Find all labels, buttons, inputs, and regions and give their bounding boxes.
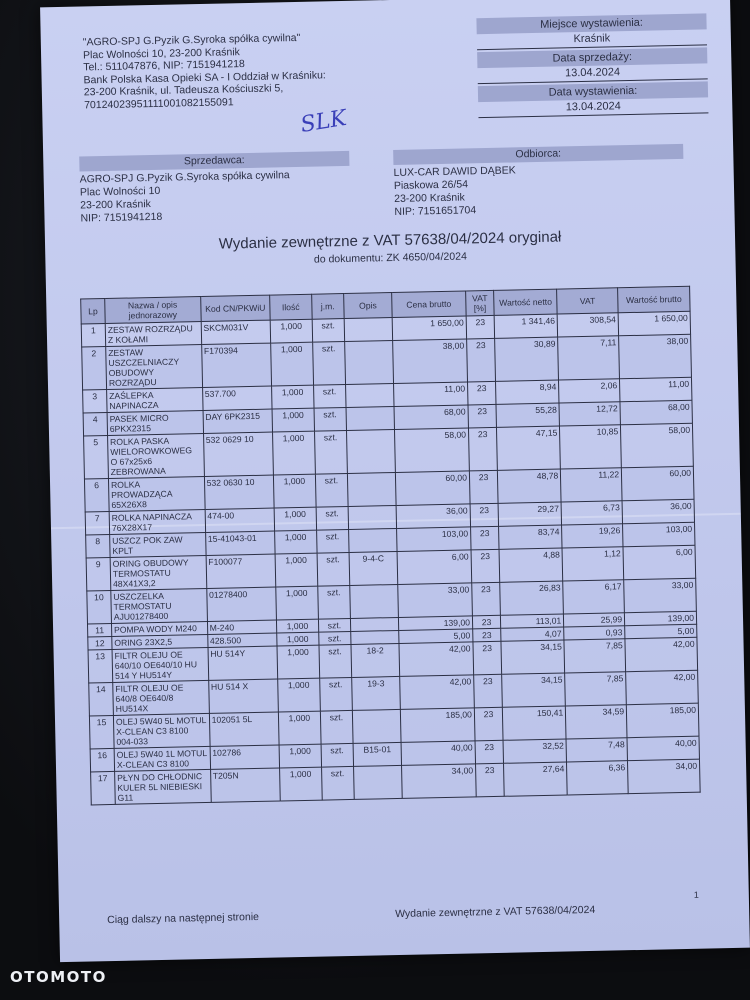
table-cell: 1,000 <box>277 619 319 633</box>
table-cell: 23 <box>474 674 503 708</box>
table-cell <box>346 384 394 408</box>
table-cell: 23 <box>475 763 504 797</box>
table-cell: 68,00 <box>394 405 468 430</box>
table-cell: 9-4-C <box>349 551 398 585</box>
document-title: Wydanie zewnętrzne z VAT 57638/04/2024 oryginał <box>218 228 562 253</box>
table-cell: 34,15 <box>501 640 565 674</box>
table-cell: 23 <box>468 427 497 471</box>
table-cell: 537.700 <box>202 386 272 410</box>
table-cell: 185,00 <box>626 703 699 737</box>
table-cell: 30,89 <box>495 337 559 381</box>
table-cell: 10,85 <box>560 425 622 469</box>
column-header: Cena brutto <box>392 291 466 318</box>
table-cell: 29,27 <box>498 502 562 526</box>
table-cell: szt. <box>314 408 347 432</box>
table-cell: 18-2 <box>351 643 400 677</box>
table-cell: 1,000 <box>274 474 316 508</box>
table-cell: ROLKA PASKA WIELOROWKOWEG O 67x25x6 ZEBROWANA <box>107 434 204 479</box>
table-cell: 8 <box>86 534 110 557</box>
footer-doc-ref: Wydanie zewnętrzne z VAT 57638/04/2024 <box>395 903 596 921</box>
column-header: VAT [%] <box>466 290 495 316</box>
handwritten-mark: SLK <box>298 105 349 138</box>
otomoto-watermark: OTOMOTO <box>10 968 107 986</box>
column-header: Opis <box>344 293 392 319</box>
buyer-line: NIP: 7151651704 <box>394 204 477 218</box>
table-cell: 102786 <box>210 745 280 769</box>
table-cell: 1,000 <box>274 507 316 531</box>
page-number: 1 <box>693 889 699 900</box>
column-header: Ilość <box>270 294 312 320</box>
table-cell: DAY 6PK2315 <box>203 409 273 433</box>
buyer-line: LUX-CAR DAWID DĄBEK <box>393 164 516 179</box>
table-cell: 23 <box>472 615 501 629</box>
table-cell: 40,00 <box>401 741 475 766</box>
seller-block <box>79 151 350 226</box>
table-cell: FILTR OLEJU OE 640/8 OE640/8 HU514X <box>113 680 209 715</box>
table-cell: HU 514Y <box>208 646 278 680</box>
table-cell: 4,88 <box>499 548 563 582</box>
table-cell: 5,00 <box>399 629 473 644</box>
seller-header-line: 70124023951111001082155091 <box>84 95 234 111</box>
table-cell: 1,000 <box>278 678 320 712</box>
items-table <box>80 286 700 806</box>
table-cell: OLEJ 5W40 1L MOTUL X-CLEAN C3 8100 <box>114 746 210 771</box>
table-cell: 139,00 <box>398 616 472 631</box>
table-cell: 1,000 <box>275 530 317 554</box>
table-cell: T205N <box>210 768 280 802</box>
table-cell: 34,15 <box>502 673 566 707</box>
table-cell: 6,36 <box>567 761 629 795</box>
table-cell: 55,28 <box>496 403 560 427</box>
table-cell: 8,94 <box>496 380 560 404</box>
table-cell: 1,12 <box>562 547 624 581</box>
document-subtitle: do dokumentu: ZK 4650/04/2024 <box>313 250 467 266</box>
table-cell: 26,83 <box>500 581 564 615</box>
table-cell: 60,00 <box>395 471 470 506</box>
table-cell <box>345 341 394 385</box>
table-cell: szt. <box>319 677 352 711</box>
table-cell: 1 <box>81 324 105 347</box>
table-cell: 47,15 <box>497 426 561 470</box>
table-cell: 532 0630 10 <box>204 475 274 509</box>
table-cell: szt. <box>320 710 353 744</box>
table-cell: 13 <box>88 649 113 682</box>
table-cell: 185,00 <box>400 708 475 743</box>
table-cell: 102051 5L <box>209 712 279 746</box>
column-header: VAT <box>557 288 618 314</box>
table-cell: 16 <box>90 748 114 771</box>
table-cell: 23 <box>474 707 503 741</box>
table-cell: szt. <box>319 644 352 678</box>
table-cell: 2 <box>82 347 107 390</box>
table-cell: 5 <box>84 436 109 479</box>
table-cell: 1,000 <box>275 553 317 587</box>
table-cell: 3 <box>83 390 107 413</box>
issue-date-label: Data wystawienia: <box>478 81 708 102</box>
table-cell: F170394 <box>201 343 271 387</box>
table-cell: 33,00 <box>398 583 473 618</box>
place-value: Kraśnik <box>477 29 707 50</box>
table-cell: 38,00 <box>393 339 468 384</box>
table-cell: 5,00 <box>625 624 697 639</box>
table-cell: OLEJ 5W40 5L MOTUL X-CLEAN C3 8100 004-033 <box>113 713 209 748</box>
column-header: Wartość netto <box>494 289 558 315</box>
table-cell: 1,000 <box>277 645 319 679</box>
table-cell: 532 0629 10 <box>203 432 273 476</box>
table-cell: 17 <box>91 771 116 804</box>
table-cell: ZESTAW ROZRZĄDU Z KOŁAMI <box>105 322 201 347</box>
table-cell: 2,06 <box>559 379 620 403</box>
place-label: Miejsce wystawienia: <box>476 13 706 34</box>
table-cell: 12 <box>88 636 112 649</box>
seller-line: 23-200 Kraśnik <box>80 198 151 212</box>
table-cell <box>349 528 397 552</box>
table-cell: 15 <box>89 715 114 748</box>
table-cell: szt. <box>317 552 350 586</box>
table-cell: 42,00 <box>400 675 475 710</box>
table-cell: 150,41 <box>503 706 567 740</box>
invoice-paper <box>40 0 750 962</box>
table-cell: 10 <box>87 590 112 623</box>
table-cell: 103,00 <box>623 522 695 546</box>
seller-line: NIP: 7151941218 <box>80 210 163 225</box>
table-cell <box>354 765 403 799</box>
table-cell: 7,11 <box>558 336 620 380</box>
table-cell: 36,00 <box>622 499 694 523</box>
table-cell: szt. <box>314 431 348 475</box>
table-cell <box>348 472 397 506</box>
continued-note: Ciąg dalszy na następnej stronie <box>107 910 260 927</box>
table-cell: F100077 <box>206 554 276 588</box>
table-cell: 83,74 <box>499 525 563 549</box>
table-cell: 23 <box>471 549 500 583</box>
buyer-label: Odbiorca: <box>393 144 683 165</box>
table-cell <box>351 630 399 644</box>
seller-header-line: Bank Polska Kasa Opieki SA - I Oddział w Kraśniku: <box>83 68 326 86</box>
table-cell: 6,17 <box>563 580 625 614</box>
table-cell: 1,000 <box>276 586 318 620</box>
table-cell: szt. <box>318 618 351 632</box>
seller-header-block <box>83 30 405 112</box>
table-cell: ZAŚLEPKA NAPINACZA <box>107 388 203 413</box>
table-cell: 1,000 <box>273 431 315 475</box>
table-cell: 19-3 <box>352 676 401 710</box>
seller-header-line: Plac Wolności 10, 23-200 Kraśnik <box>82 45 240 61</box>
table-cell: 7 <box>85 511 109 534</box>
table-cell: ROLKA PROWADZĄCA 65X26X8 <box>108 476 204 511</box>
table-cell: 11,00 <box>620 377 692 401</box>
buyer-line: 23-200 Kraśnik <box>394 191 465 205</box>
table-cell: 1,000 <box>279 711 321 745</box>
table-cell: PŁYN DO CHŁODNIC KULER 5L NIEBIESKI G11 <box>115 769 211 804</box>
table-cell: 4 <box>83 413 107 436</box>
table-cell: 23 <box>469 470 498 504</box>
seller-header-line: "AGRO-SPJ G.Pyzik G.Syroka spółka cywilna" <box>82 31 301 49</box>
column-header: Lp <box>81 299 105 324</box>
table-cell: 1,000 <box>270 319 312 343</box>
seller-header-line: Tel.: 511047876, NIP: 7151941218 <box>83 58 245 74</box>
seller-label: Sprzedawca: <box>79 151 349 172</box>
table-cell: 34,59 <box>566 705 628 739</box>
table-cell <box>351 617 399 631</box>
table-cell: 474-00 <box>205 508 275 532</box>
table-cell: 42,00 <box>625 637 698 671</box>
seller-header-line: 23-200 Kraśnik, ul. Tadeusza Kościuszki 5, <box>83 82 284 99</box>
table-cell: 23 <box>473 628 502 642</box>
table-cell: 1,000 <box>271 342 313 386</box>
table-cell <box>344 318 392 342</box>
table-cell: PASEK MICRO 6PKX2315 <box>107 411 203 436</box>
table-cell <box>353 709 402 743</box>
table-cell: B15-01 <box>353 742 401 766</box>
table-cell: 60,00 <box>621 466 694 500</box>
table-cell <box>347 430 396 474</box>
table-cell: 139,00 <box>625 611 697 626</box>
table-cell: USZCZ POK ZAW KPLT <box>110 532 206 557</box>
table-cell: szt. <box>312 319 345 343</box>
table-cell: 23 <box>472 582 501 616</box>
table-cell: 58,00 <box>394 428 469 473</box>
table-cell: szt. <box>316 529 349 553</box>
sale-date-label: Data sprzedaży: <box>477 47 707 68</box>
table-cell: szt. <box>318 631 351 645</box>
table-cell: 23 <box>473 641 502 675</box>
table-cell: 7,48 <box>566 738 627 762</box>
table-cell: 34,00 <box>402 764 477 799</box>
table-cell: 1,000 <box>272 385 314 409</box>
table-cell: 23 <box>466 315 495 339</box>
table-cell: 11,22 <box>561 468 623 502</box>
table-cell: 1 650,00 <box>392 316 466 341</box>
table-cell: 14 <box>89 682 114 715</box>
table-cell: 48,78 <box>498 469 562 503</box>
table-cell: 27,64 <box>504 762 568 796</box>
meta-box <box>476 13 708 118</box>
table-cell: 23 <box>467 381 496 405</box>
table-cell: 01278400 <box>206 587 276 621</box>
table-cell: 42,00 <box>399 642 474 677</box>
table-cell: 15-41043-01 <box>205 531 275 555</box>
table-cell: 0,93 <box>564 626 625 640</box>
table-cell: szt. <box>316 506 349 530</box>
table-cell: 113,01 <box>501 614 564 628</box>
column-header: Kod CN/PKWiU <box>200 295 270 321</box>
table-cell: 6,73 <box>561 501 622 525</box>
column-header: j.m. <box>311 294 344 320</box>
table-cell: ROLKA NAPINACZA 76X28X17 <box>109 509 205 534</box>
table-cell <box>350 584 399 618</box>
table-cell: 1 341,46 <box>494 314 558 338</box>
table-cell: 6,00 <box>623 545 696 579</box>
table-cell: 7,85 <box>564 639 626 673</box>
table-cell: 23 <box>470 503 499 527</box>
table-cell: 23 <box>475 740 504 764</box>
table-cell: 6 <box>84 479 109 512</box>
table-cell: ORING OBUDOWY TERMOSTATU 48X41X3,2 <box>110 555 206 590</box>
column-header: Nazwa / opis jednorazowy <box>105 297 201 324</box>
table-cell: M-240 <box>207 620 277 634</box>
table-cell: SKCM031V <box>201 320 271 344</box>
table-cell: 19,26 <box>562 524 623 548</box>
table-cell: 1 650,00 <box>618 311 690 335</box>
table-cell: 32,52 <box>503 739 567 763</box>
buyer-block <box>393 144 684 219</box>
table-cell: 1,000 <box>280 767 322 801</box>
seller-line: Plac Wolności 10 <box>79 184 161 199</box>
issue-date-value: 13.04.2024 <box>478 97 708 118</box>
seller-line: AGRO-SPJ G.Pyzik G.Syroka spółka cywilna <box>79 169 290 186</box>
table-cell: 23 <box>470 526 499 550</box>
table-cell: 4,07 <box>501 627 564 641</box>
table-cell: szt. <box>312 342 346 386</box>
table-cell: 103,00 <box>397 527 471 552</box>
table-cell: FILTR OLEJU OE 640/10 OE640/10 HU 514 Y HU514Y <box>112 647 208 682</box>
table-cell: 36,00 <box>396 504 470 529</box>
table-cell: 58,00 <box>621 423 694 467</box>
table-cell: 23 <box>468 404 497 428</box>
table-cell: 1,000 <box>277 632 319 646</box>
table-cell: szt. <box>321 743 354 767</box>
table-cell: 25,99 <box>564 613 625 627</box>
table-cell: szt. <box>313 385 346 409</box>
table-cell: szt. <box>317 585 350 619</box>
buyer-line: Piaskowa 26/54 <box>393 178 469 192</box>
table-cell: 42,00 <box>626 670 699 704</box>
table-cell: 34,00 <box>628 759 701 793</box>
table-cell <box>346 407 394 431</box>
table-cell: 11,00 <box>394 382 468 407</box>
table-cell: 68,00 <box>620 400 692 424</box>
table-body <box>81 311 700 805</box>
table-cell: 1,000 <box>272 408 314 432</box>
table-cell: 38,00 <box>619 334 692 378</box>
table-cell: USZCZELKA TERMOSTATU AJU01278400 <box>111 588 207 623</box>
table-cell <box>348 505 396 529</box>
table-cell: 12,72 <box>559 402 620 426</box>
table-cell: 33,00 <box>624 578 697 612</box>
table-cell: 428.500 <box>207 633 277 647</box>
table-cell: szt. <box>321 766 354 800</box>
table-cell: POMPA WODY M240 <box>111 621 207 636</box>
sale-date-value: 13.04.2024 <box>477 63 707 84</box>
table-cell: 7,85 <box>565 672 627 706</box>
table-cell: ORING 23X2,5 <box>112 634 208 649</box>
table-cell: 40,00 <box>627 736 699 760</box>
table-cell: 6,00 <box>397 550 472 585</box>
table-cell: szt. <box>315 473 348 507</box>
table-cell: 23 <box>467 338 496 382</box>
table-cell: ZESTAW USZCZELNIACZY OBUDOWY ROZRZĄDU <box>106 345 203 390</box>
table-cell: 1,000 <box>279 744 321 768</box>
table-cell: 11 <box>88 623 112 636</box>
column-header: Wartość brutto <box>618 286 690 312</box>
table-cell: 9 <box>86 557 111 590</box>
table-cell: HU 514 X <box>208 679 278 713</box>
table-cell: 308,54 <box>557 313 618 337</box>
